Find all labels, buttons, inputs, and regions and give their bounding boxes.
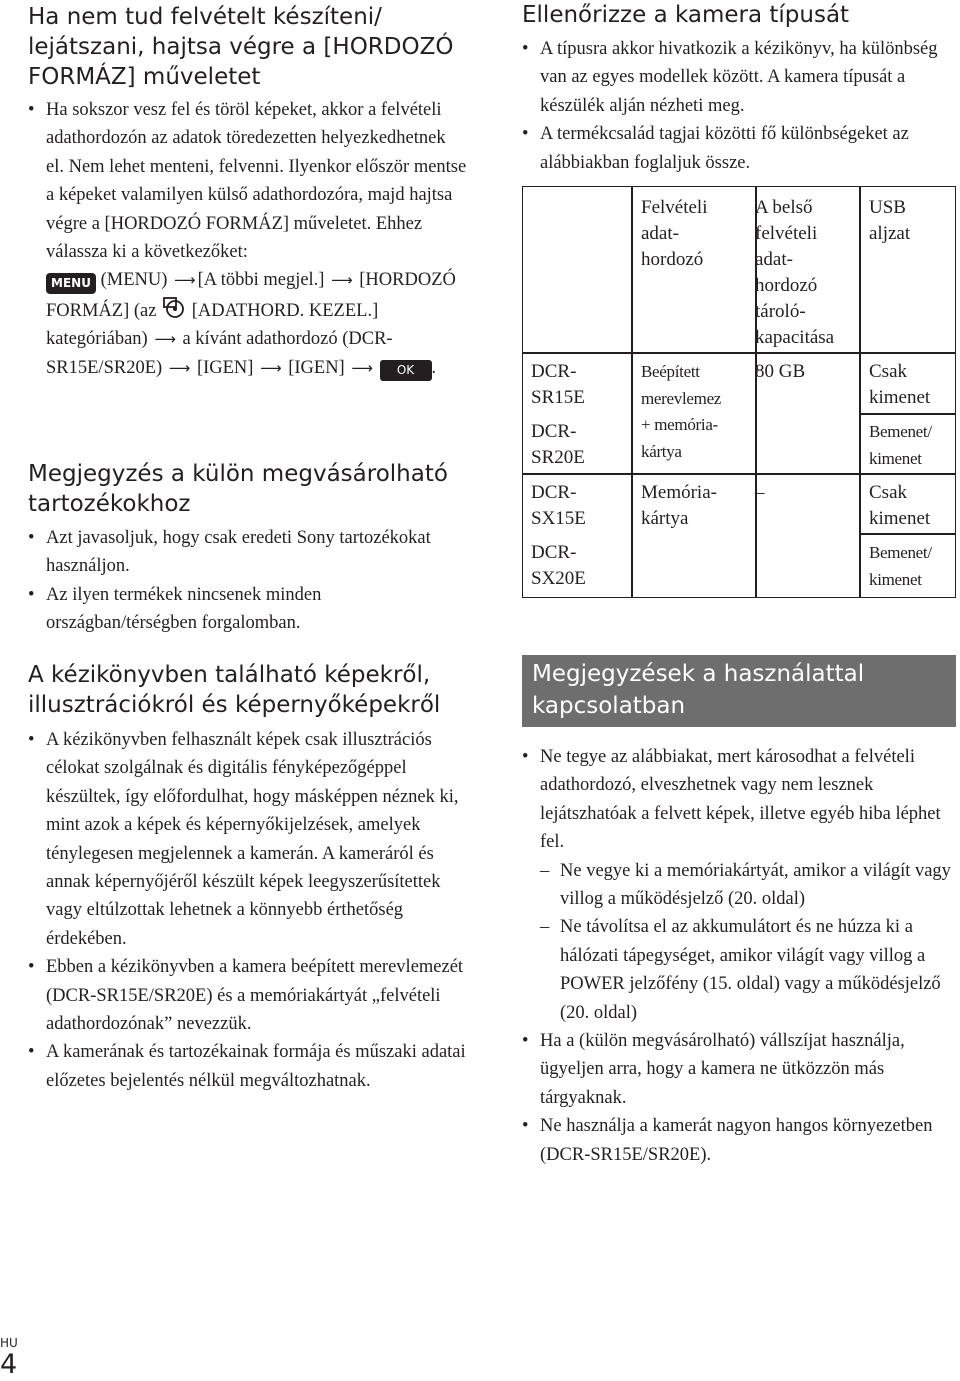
- table-header-media: [641, 195, 707, 273]
- cell-line: kimenet: [869, 508, 931, 529]
- table-cell-model: [531, 419, 585, 471]
- arrow-right-icon: ⟶: [174, 271, 196, 290]
- header-line: A belső: [755, 197, 813, 218]
- header-line: aljzat: [869, 223, 911, 244]
- list-item: • Ne használja a kamerát nagyon hangos környezetben (DCR-SR15E/SR20E).: [522, 1112, 952, 1169]
- table-divider: [523, 473, 955, 475]
- menu-step: [HORDOZÓ FORMÁZ] (az: [46, 270, 456, 321]
- cell-line: DCR-: [531, 542, 577, 563]
- menu-step: [IGEN]: [196, 357, 254, 378]
- header-line: hordozó: [755, 275, 818, 296]
- format-bullets: [28, 96, 468, 382]
- title-line: FORMÁZ] műveletet: [28, 64, 261, 90]
- model-bullets: [522, 35, 952, 177]
- table-cell-usb: [869, 540, 932, 593]
- table-header-usb: [869, 195, 910, 247]
- cell-line: merevlemez: [641, 388, 722, 408]
- table-cell-usb: [869, 419, 932, 472]
- list-item: • Ebben a kézikönyvben a kamera beépített merevlemezét (DCR-SR15E/SR20E) és a memóriakártyát „felvételi adathordozónak” nevezzük.: [28, 953, 468, 1038]
- accessories-bullets: [28, 524, 468, 638]
- section-title-accessories: [28, 459, 478, 519]
- cell-line: kimenet: [869, 569, 922, 589]
- header-line: felvételi: [755, 223, 818, 244]
- arrow-right-icon: ⟶: [331, 271, 353, 290]
- notes-dash-list: [540, 857, 952, 1027]
- title-line: illusztrációkról és képernyőképekről: [28, 692, 441, 718]
- list-item: • Az ilyen termékek nincsenek minden országban/térségben forgalomban.: [28, 581, 468, 638]
- menu-step: [IGEN]: [288, 357, 345, 378]
- cell-line: Bemenet/: [869, 543, 932, 562]
- notes-bullets: [522, 743, 952, 1169]
- table-divider: [859, 533, 955, 535]
- arrow-right-icon: ⟶: [154, 330, 176, 349]
- banner-line: Megjegyzések a használattal: [532, 661, 865, 687]
- cell-line: DCR-: [531, 361, 577, 382]
- section-title-images: [28, 660, 478, 720]
- header-line: Felvételi: [641, 197, 708, 218]
- cell-line: Csak: [869, 482, 907, 503]
- header-line: tároló-: [755, 301, 806, 322]
- title-line: Ha nem tud felvételt készíteni/: [28, 4, 382, 30]
- model-comparison-table: [522, 186, 956, 598]
- cell-line: SX20E: [531, 568, 586, 589]
- section-title-model: Ellenőrizze a kamera típusát: [522, 2, 850, 28]
- list-item: [522, 743, 952, 1027]
- list-item: • A kamerának és tartozékainak formája és műszaki adatai előzetes bejelentés nélkül megváltozhatnak.: [28, 1038, 468, 1095]
- list-item: • A kézikönyvben felhasznált képek csak illusztrációs célokat szolgálnak és digitális fényképezőgéppel készültek, így előfordulhat, hogy másképpen néznek ki, mint azok a képek és képernyőkijelzések, amelyek ténylegesen megjelennek a kamerán. A kameráról és annak képernyőjéről készült képek leegyszerűsítettek vagy eltúlzottak lehetnek a könnyebb érthetőség érdekében.: [28, 726, 468, 953]
- cell-line: Bemenet/: [869, 422, 932, 441]
- header-line: adat-: [641, 223, 679, 244]
- section-title-format: [28, 2, 478, 92]
- arrow-right-icon: ⟶: [260, 358, 282, 377]
- page-number: 4: [0, 1349, 18, 1380]
- table-divider: [631, 187, 633, 597]
- cell-line: Csak: [869, 361, 907, 382]
- cell-line: SR15E: [531, 387, 585, 408]
- list-item: • A termékcsalád tagjai közötti fő különbségeket az alábbiakban foglaljuk össze.: [522, 120, 952, 177]
- format-bullet: [28, 96, 468, 382]
- table-cell-capacity-sx: –: [755, 482, 765, 503]
- header-line: kapacitása: [755, 327, 835, 348]
- table-cell-model: [531, 359, 585, 411]
- menu-step: [A többi megjel.]: [197, 270, 325, 291]
- list-item: • A típusra akkor hivatkozik a kézikönyv, ha különbség van az egyes modellek között. A kamera típusát a készülék alján nézheti meg.: [522, 35, 952, 120]
- table-cell-media-sx: [641, 480, 717, 532]
- list-item: • Azt javasoljuk, hogy csak eredeti Sony tartozékokat használjon.: [28, 524, 468, 581]
- cell-line: SR20E: [531, 447, 585, 468]
- table-divider: [859, 413, 955, 415]
- table-cell-capacity-sr: 80 GB: [755, 361, 806, 382]
- table-header-capacity: [755, 195, 834, 351]
- arrow-right-icon: ⟶: [168, 358, 191, 377]
- table-divider: [859, 187, 861, 597]
- arrow-right-icon: ⟶: [351, 358, 373, 377]
- cell-line: SX15E: [531, 508, 586, 529]
- table-cell-media-sr: [641, 359, 721, 465]
- menu-step: [ADATHORD. KEZEL.] kategóriában): [46, 300, 379, 350]
- cell-line: kimenet: [869, 448, 922, 468]
- title-line: Megjegyzés a külön megvásárolható: [28, 461, 448, 487]
- table-cell-usb: [869, 359, 930, 411]
- dash-item: – Ne vegye ki a memóriakártyát, amikor a világít vagy villog a működésjelző (20. oldal): [540, 857, 952, 914]
- cell-line: kimenet: [869, 387, 931, 408]
- title-line: lejátszani, hajtsa végre a [HORDOZÓ: [28, 34, 454, 60]
- table-divider: [523, 352, 955, 354]
- cell-line: kártya: [641, 508, 689, 529]
- title-line: A kézikönyvben található képekről,: [28, 662, 431, 688]
- header-line: hordozó: [641, 249, 704, 270]
- images-bullets: [28, 726, 468, 1095]
- list-item-text: Ne tegye az alábbiakat, mert károsodhat a felvételi adathordozó, elveszhetnek vagy nem lesznek lejátszhatóak a felvett képek, illetve egyéb hiba léphet fel.: [540, 747, 941, 853]
- banner-line: kapcsolatban: [532, 693, 686, 719]
- table-cell-usb: [869, 480, 930, 532]
- media-manage-icon: [161, 295, 187, 319]
- ok-icon: OK: [380, 360, 432, 381]
- menu-step: a kívánt adathordozó (DCR-SR15E/SR20E): [46, 329, 393, 378]
- header-line: USB: [869, 197, 906, 218]
- cell-line: Beépített: [641, 362, 700, 381]
- header-line: adat-: [755, 249, 793, 270]
- table-cell-model: [531, 480, 586, 532]
- list-item: • Ha a (külön megvásárolható) vállszíjat használja, ügyeljen arra, hogy a kamera ne ütközzön más tárgyaknak.: [522, 1027, 952, 1112]
- cell-line: kártya: [641, 441, 682, 461]
- notes-content: [522, 743, 952, 1169]
- cell-line: Memória-: [641, 482, 717, 503]
- dash-item: – Ne távolítsa el az akkumulátort és ne húzza ki a hálózati tápegységet, amikor világít vagy villog a POWER jelzőfény (15. oldal) vagy a működésjelző (20. oldal): [540, 913, 952, 1027]
- cell-line: DCR-: [531, 421, 577, 442]
- table-cell-model: [531, 540, 586, 592]
- menu-step: (MENU): [100, 270, 168, 291]
- period: .: [431, 357, 437, 378]
- cell-line: + memória-: [641, 415, 718, 434]
- menu-icon: MENU: [46, 273, 96, 294]
- notes-section-banner: [522, 655, 956, 727]
- format-bullet-text: Ha sokszor vesz fel és töröl képeket, akkor a felvételi adathordozón az adatok töredezetten helyezkedhetnek el. Nem lehet menteni, felvenni. Ilyenkor először mentse a képeket valamilyen külső adathordozóra, majd hajtsa végre a [HORDOZÓ FORMÁZ] műveletet. Ehhez válassza ki a következőket:: [46, 100, 467, 263]
- language-code: HU: [0, 1336, 18, 1350]
- title-line: tartozékokhoz: [28, 491, 191, 517]
- cell-line: DCR-: [531, 482, 577, 503]
